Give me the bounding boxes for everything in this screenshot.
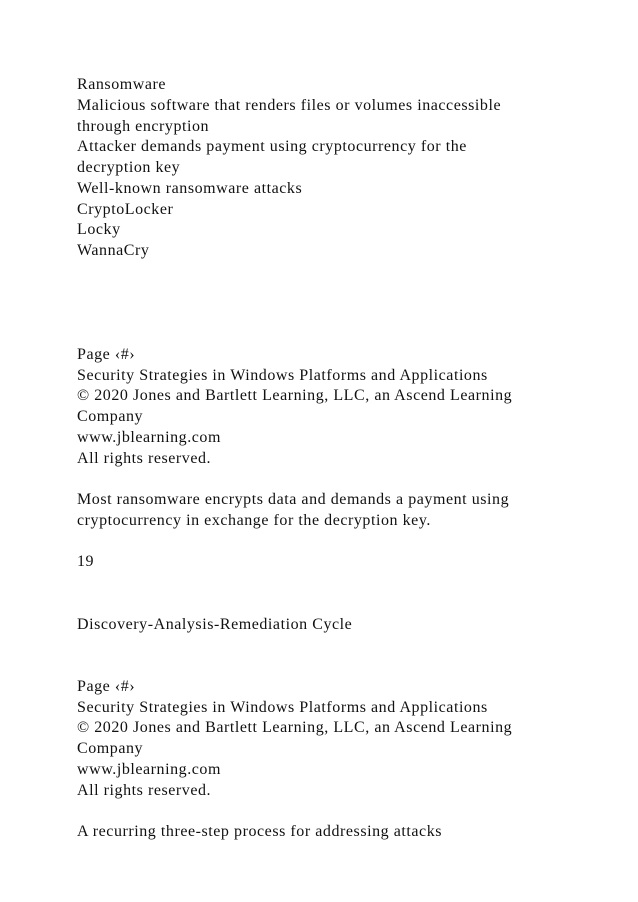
- publisher-url: www.jblearning.com: [77, 428, 221, 446]
- course-title: Security Strategies in Windows Platforms and Applications: [77, 698, 488, 716]
- spacer: [77, 656, 607, 677]
- bullet-line: WannaCry: [77, 242, 150, 259]
- speaker-notes: cryptocurrency in exchange for the decryption key.: [77, 511, 431, 529]
- spacer: [77, 801, 607, 822]
- page-number-label: Page ‹#›: [77, 345, 136, 363]
- spacer: [77, 532, 607, 553]
- bullet-line: Attacker demands payment using cryptocurrency for the: [77, 138, 467, 156]
- spacer: [77, 573, 607, 594]
- rights-line: All rights reserved.: [77, 449, 212, 467]
- speaker-notes: Most ransomware encrypts data and demands a payment using: [77, 491, 510, 508]
- slide-title: Discovery-Analysis-Remediation Cycle: [77, 615, 353, 633]
- bullet-line: Well-known ransomware attacks: [77, 179, 303, 197]
- bullet-line: Locky: [77, 221, 121, 239]
- page-number-label: Page ‹#›: [77, 677, 136, 695]
- spacer: [77, 262, 607, 283]
- copyright-line: © 2020 Jones and Bartlett Learning, LLC, an Ascend Learning: [77, 387, 513, 405]
- bullet-line: decryption key: [77, 159, 181, 176]
- bullet-line: CryptoLocker: [77, 200, 174, 218]
- spacer: [77, 324, 607, 345]
- copyright-line: Company: [77, 408, 144, 425]
- spacer: [77, 303, 607, 324]
- slide-title: Ransomware: [77, 76, 167, 93]
- document-text: [77, 75, 607, 843]
- spacer: [77, 635, 607, 656]
- publisher-url: www.jblearning.com: [77, 760, 221, 778]
- spacer: [77, 594, 607, 615]
- bullet-line: Malicious software that renders files or volumes inaccessible: [77, 96, 502, 114]
- copyright-line: Company: [77, 740, 144, 757]
- copyright-line: © 2020 Jones and Bartlett Learning, LLC, an Ascend Learning: [77, 719, 513, 737]
- bullet-line: through encryption: [77, 117, 210, 135]
- spacer: [77, 469, 607, 490]
- slide-number: 19: [77, 553, 95, 571]
- spacer: [77, 283, 607, 304]
- course-title: Security Strategies in Windows Platforms and Applications: [77, 366, 488, 384]
- rights-line: All rights reserved.: [77, 781, 212, 799]
- speaker-notes: A recurring three-step process for addressing attacks: [77, 823, 443, 840]
